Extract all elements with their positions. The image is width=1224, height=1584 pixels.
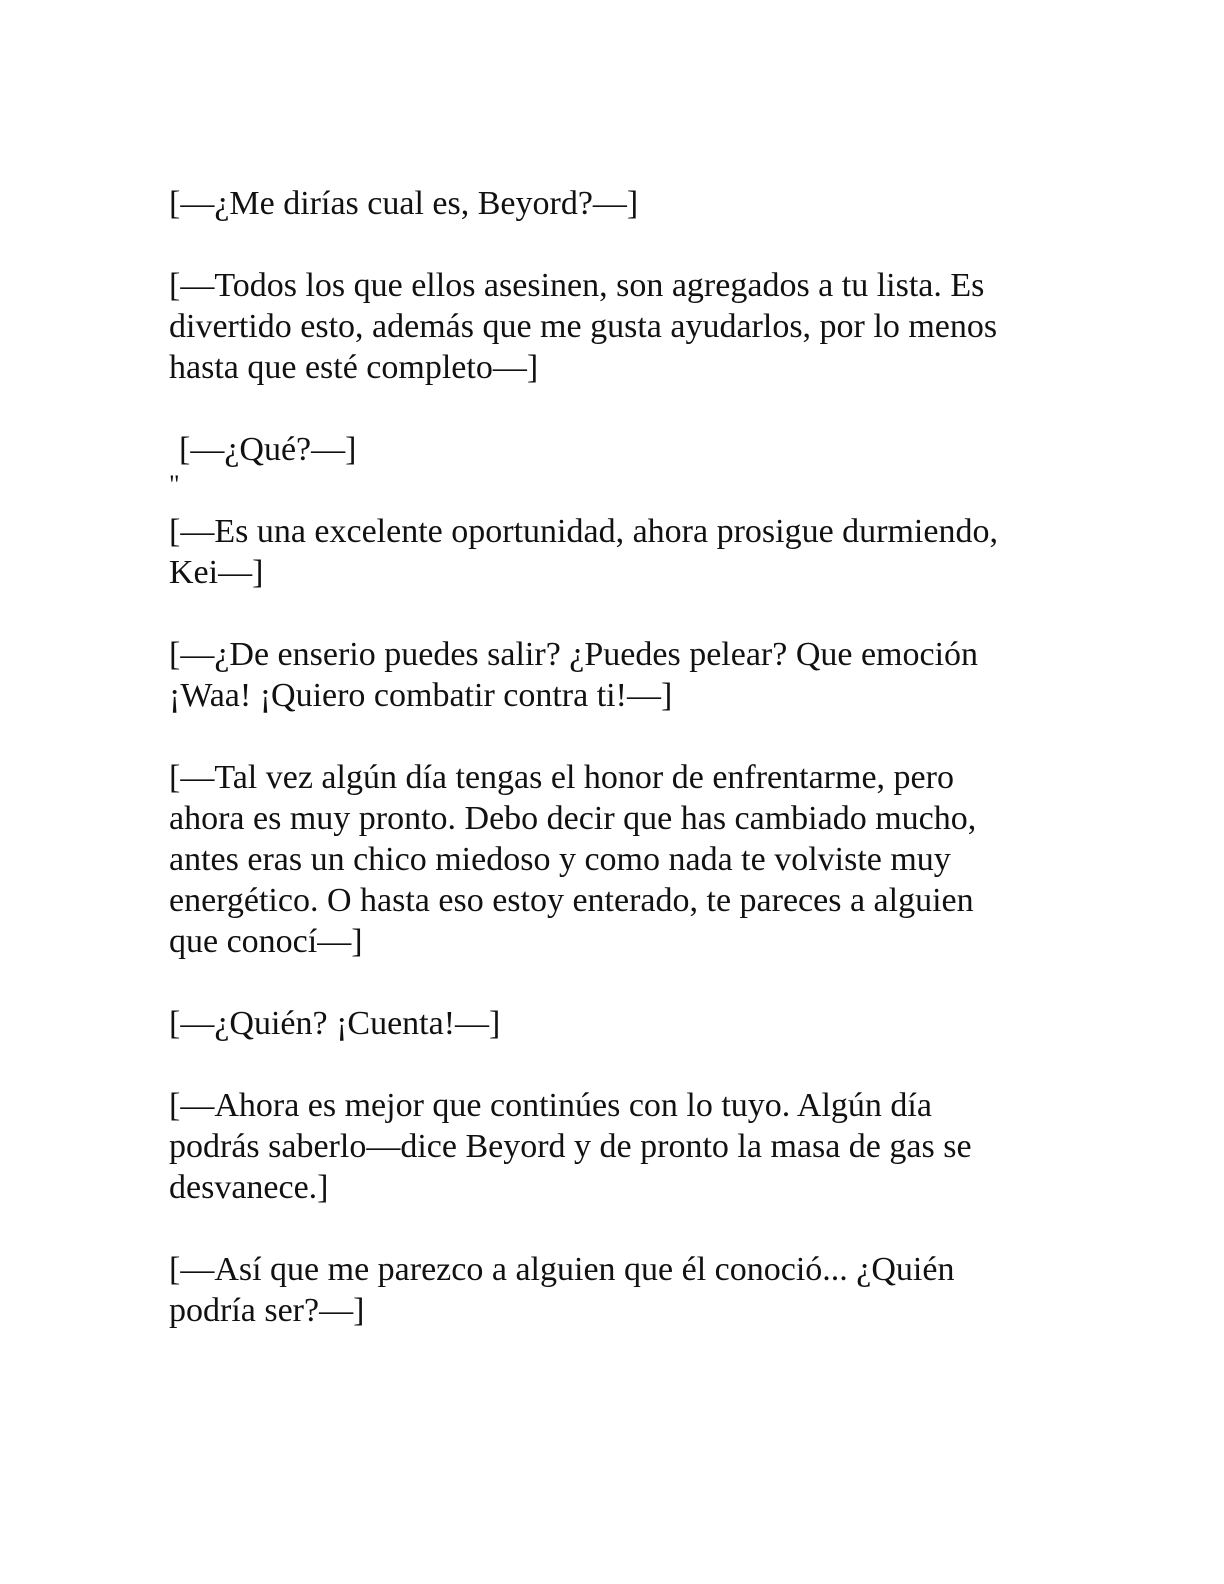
paragraph-line: Kei—] [169, 554, 264, 591]
paragraph-line: antes eras un chico miedoso y como nada te volviste muy [169, 841, 951, 878]
paragraph-5 [169, 634, 1069, 716]
paragraph-line: " [169, 470, 180, 499]
paragraph-7 [169, 1003, 1069, 1044]
paragraph-2 [169, 265, 1069, 388]
paragraph-line: [—Todos los que ellos asesinen, son agregados a tu lista. Es [169, 267, 985, 304]
paragraph-line: [—Así que me parezco a alguien que él conoció... ¿Quién [169, 1251, 955, 1288]
stray-quote-mark [169, 470, 1069, 511]
paragraph-line: desvanece.] [169, 1169, 329, 1206]
paragraph-line: [—¿Qué?—] [179, 431, 357, 468]
paragraph-line: ¡Waa! ¡Quiero combatir contra ti!—] [169, 677, 673, 714]
paragraph-9 [169, 1249, 1069, 1331]
paragraph-line: hasta que esté completo—] [169, 349, 539, 386]
paragraph-1 [169, 183, 1069, 224]
paragraph-line: divertido esto, además que me gusta ayudarlos, por lo menos [169, 308, 998, 345]
paragraph-line: [—Tal vez algún día tengas el honor de enfrentarme, pero [169, 759, 954, 796]
paragraph-line: que conocí—] [169, 923, 363, 960]
paragraph-4 [169, 511, 1069, 593]
paragraph-line: [—Ahora es mejor que continúes con lo tuyo. Algún día [169, 1087, 932, 1124]
paragraph-line: podrás saberlo—dice Beyord y de pronto la masa de gas se [169, 1128, 972, 1165]
paragraph-line: ahora es muy pronto. Debo decir que has cambiado mucho, [169, 800, 977, 837]
paragraph-line: [—¿Quién? ¡Cuenta!—] [169, 1005, 501, 1042]
paragraph-3 [169, 429, 1069, 470]
paragraph-line: [—¿Me dirías cual es, Beyord?—] [169, 185, 639, 222]
document-body [169, 183, 1069, 1331]
paragraph-6 [169, 757, 1069, 962]
paragraph-line: [—¿De enserio puedes salir? ¿Puedes pelear? Que emoción [169, 636, 979, 673]
paragraph-line: podría ser?—] [169, 1292, 365, 1329]
paragraph-line: energético. O hasta eso estoy enterado, te pareces a alguien [169, 882, 974, 919]
paragraph-8 [169, 1085, 1069, 1208]
paragraph-line: [—Es una excelente oportunidad, ahora prosigue durmiendo, [169, 513, 998, 550]
